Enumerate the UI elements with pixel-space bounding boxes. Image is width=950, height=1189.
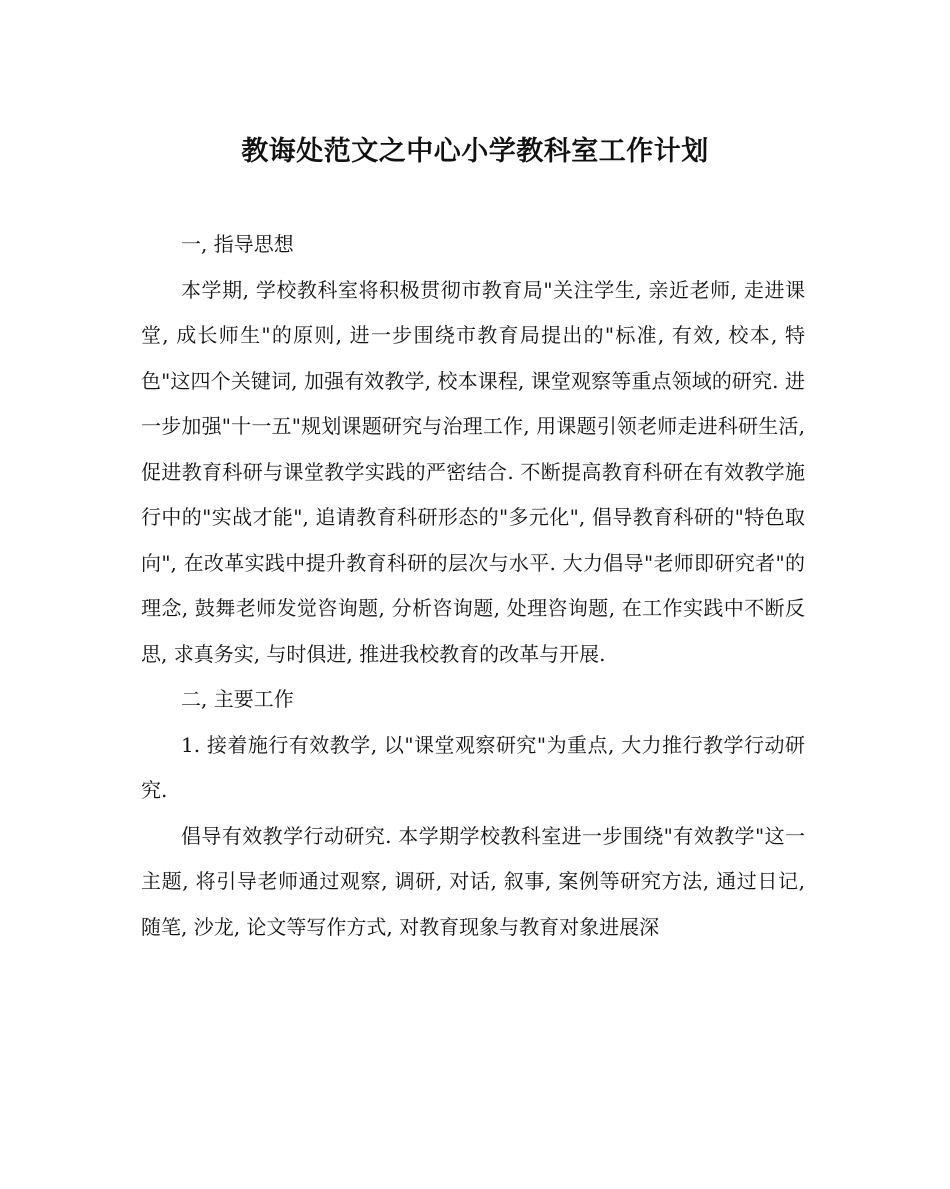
document-body	[141, 222, 805, 950]
paragraph-item-1: 1. 接着施行有效教学, 以"课堂观察研究"为重点, 大力推行教学行动研究.	[141, 732, 805, 802]
section-heading-main-work: 二, 主要工作	[181, 687, 294, 711]
document-title: 教诲处范文之中心小学教科室工作计划	[241, 136, 709, 167]
paragraph-guiding-thought: 本学期, 学校教科室将积极贯彻市教育局"关注学生, 亲近老师, 走进课堂, 成长师生"的原则, 进一步围绕市教育局提出的"标准, 有效, 校本, 特色"这四个关键词, 加强有效教学, 校本课程, 课堂观察等重点领域的研究. 进一步加强"十一五"规划课题研究与治理工作, 用课题引领老师走进科研生活, 促进教育科研与课堂教学实践的严密结合. 不断提高教育科研在有效教学施行中的"实战才能", 追请教育科研形态的"多元化", 倡导教育科研的"特色取向", 在改革实践中提升教育科研的层次与水平. 大力倡导"老师即研究者"的理念, 鼓舞老师发觉咨询题, 分析咨询题, 处理咨询题, 在工作实践中不断反思, 求真务实, 与时俱进, 推进我校教育的改革与开展.	[141, 277, 805, 666]
section-heading-guiding-thought: 一, 指导思想	[181, 232, 294, 256]
paragraph-effective-teaching: 倡导有效教学行动研究. 本学期学校教科室进一步围绕"有效教学"这一主题, 将引导老师通过观察, 调研, 对话, 叙事, 案例等研究方法, 通过日记, 随笔, 沙龙, 论文等写作方式, 对教育现象与教育对象进展深	[141, 823, 805, 939]
